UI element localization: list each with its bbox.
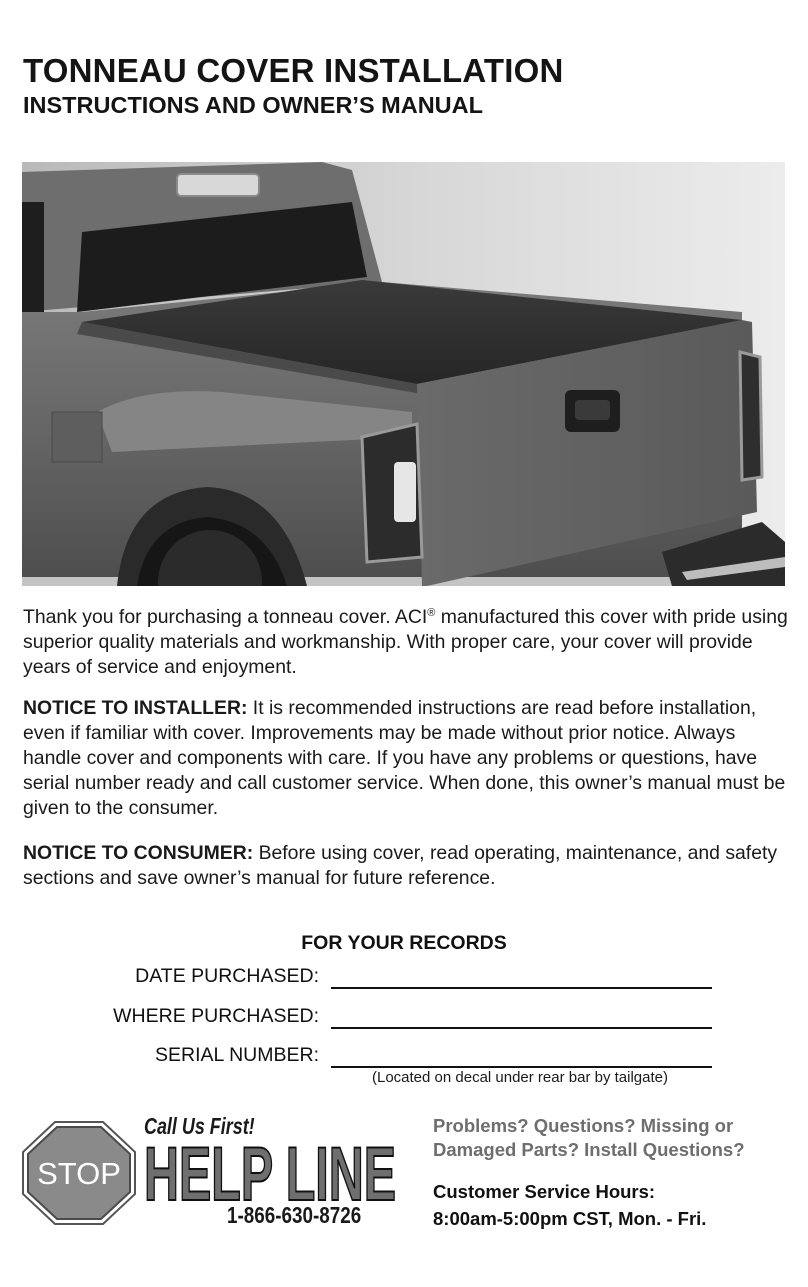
- date-purchased-field[interactable]: [331, 987, 712, 989]
- serial-number-field[interactable]: [331, 1066, 712, 1068]
- stop-sign-icon: [22, 1121, 136, 1225]
- notice-installer-text: It is recommended instructions are read before installation, even if familiar with cover. Improvements may be made without prior notice. Always handle cover and components with care. If you have any problems or questions, have serial number ready and call customer service. When done, this owner’s manual must be given to the consumer.: [23, 697, 786, 819]
- intro-text-before: Thank you for purchasing a tonneau cover. ACI: [23, 606, 428, 628]
- registered-mark: ®: [427, 607, 436, 619]
- hours-value: 8:00am-5:00pm CST, Mon. - Fri.: [433, 1208, 707, 1229]
- page-subtitle: INSTRUCTIONS AND OWNER’S MANUAL: [23, 92, 483, 118]
- help-line-title: HELP LINE: [144, 1139, 396, 1205]
- where-purchased-label: WHERE PURCHASED:: [113, 1005, 319, 1027]
- page-title: TONNEAU COVER INSTALLATION: [23, 52, 564, 89]
- serial-number-note: (Located on decal under rear bar by tailgate): [371, 1069, 668, 1086]
- date-purchased-label: DATE PURCHASED:: [135, 965, 319, 987]
- stop-text: STOP: [37, 1156, 121, 1191]
- help-line-title-graphic: [144, 1139, 400, 1205]
- intro-text-after: manufactured this cover with pride using superior quality materials and workmanship. With proper care, your cover will provide years of service and enjoyment.: [23, 606, 788, 678]
- where-purchased-field[interactable]: [331, 1027, 712, 1029]
- where-purchased-row: [0, 1005, 808, 1035]
- date-purchased-row: [0, 965, 808, 995]
- intro-paragraph: [23, 605, 793, 680]
- notice-installer-heading: NOTICE TO INSTALLER:: [23, 697, 248, 719]
- notice-consumer-paragraph: [23, 841, 793, 891]
- call-us-first: Call Us First!: [144, 1113, 255, 1139]
- truck-photo: [22, 162, 785, 586]
- notice-installer-paragraph: [23, 696, 793, 821]
- notice-consumer-text: Before using cover, read operating, maintenance, and safety sections and save owner’s manual for future reference.: [23, 842, 778, 889]
- notice-consumer-heading: NOTICE TO CONSUMER:: [23, 842, 254, 864]
- problems-text: Problems? Questions? Missing or Damaged Parts? Install Questions?: [433, 1115, 745, 1160]
- helpline-phone: 1-866-630-8726: [227, 1202, 362, 1228]
- hours-title: Customer Service Hours:: [433, 1181, 656, 1202]
- serial-number-label: SERIAL NUMBER:: [155, 1044, 319, 1066]
- records-title: FOR YOUR RECORDS: [301, 932, 507, 954]
